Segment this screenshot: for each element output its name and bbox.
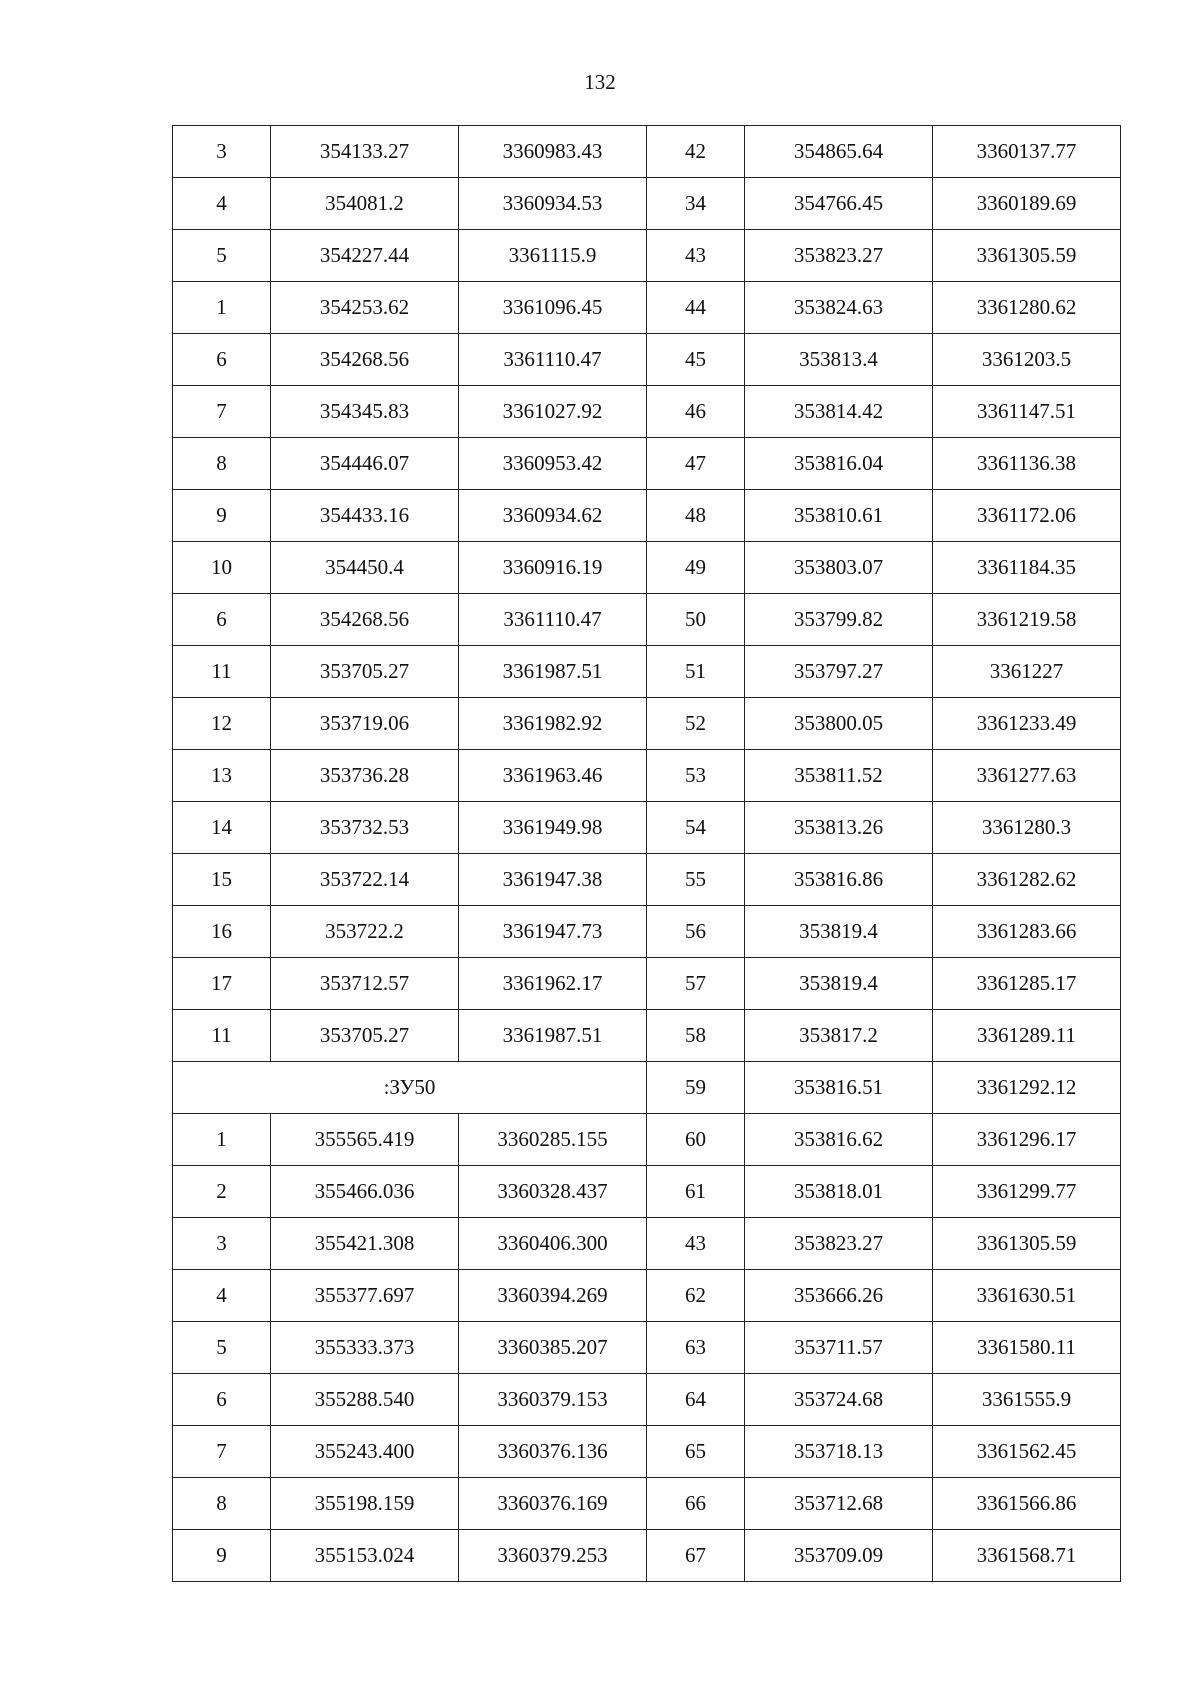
right-x-coordinate-cell: 353797.27 bbox=[745, 646, 933, 698]
left-x-coordinate-cell: 354081.2 bbox=[271, 178, 459, 230]
right-x-coordinate-cell: 353810.61 bbox=[745, 490, 933, 542]
left-x-coordinate-cell: 354446.07 bbox=[271, 438, 459, 490]
left-x-coordinate-cell: 355288.540 bbox=[271, 1374, 459, 1426]
right-point-number-cell: 49 bbox=[647, 542, 745, 594]
right-y-coordinate-cell: 3361555.9 bbox=[933, 1374, 1121, 1426]
right-point-number-cell: 67 bbox=[647, 1530, 745, 1582]
left-y-coordinate-cell: 3360934.53 bbox=[459, 178, 647, 230]
right-y-coordinate-cell: 3361296.17 bbox=[933, 1114, 1121, 1166]
right-y-coordinate-cell: 3361299.77 bbox=[933, 1166, 1121, 1218]
right-point-number-cell: 58 bbox=[647, 1010, 745, 1062]
table-row bbox=[173, 1322, 1121, 1374]
left-y-coordinate-cell: 3360983.43 bbox=[459, 126, 647, 178]
table-row bbox=[173, 126, 1121, 178]
left-y-coordinate-cell: 3361110.47 bbox=[459, 334, 647, 386]
right-y-coordinate-cell: 3361203.5 bbox=[933, 334, 1121, 386]
right-y-coordinate-cell: 3361227 bbox=[933, 646, 1121, 698]
left-y-coordinate-cell: 3360285.155 bbox=[459, 1114, 647, 1166]
right-y-coordinate-cell: 3361280.3 bbox=[933, 802, 1121, 854]
right-x-coordinate-cell: 353816.04 bbox=[745, 438, 933, 490]
table-row bbox=[173, 1166, 1121, 1218]
right-point-number-cell: 52 bbox=[647, 698, 745, 750]
right-point-number-cell: 61 bbox=[647, 1166, 745, 1218]
right-point-number-cell: 66 bbox=[647, 1478, 745, 1530]
right-y-coordinate-cell: 3361283.66 bbox=[933, 906, 1121, 958]
left-y-coordinate-cell: 3360385.207 bbox=[459, 1322, 647, 1374]
right-x-coordinate-cell: 354766.45 bbox=[745, 178, 933, 230]
left-x-coordinate-cell: 353719.06 bbox=[271, 698, 459, 750]
left-point-number-cell: 5 bbox=[173, 230, 271, 282]
right-point-number-cell: 56 bbox=[647, 906, 745, 958]
left-x-coordinate-cell: 354133.27 bbox=[271, 126, 459, 178]
left-y-coordinate-cell: 3361947.38 bbox=[459, 854, 647, 906]
table-row bbox=[173, 1270, 1121, 1322]
table-row bbox=[173, 386, 1121, 438]
table-row bbox=[173, 958, 1121, 1010]
table-row bbox=[173, 1062, 1121, 1114]
right-x-coordinate-cell: 353799.82 bbox=[745, 594, 933, 646]
left-x-coordinate-cell: 353722.14 bbox=[271, 854, 459, 906]
left-x-coordinate-cell: 355421.308 bbox=[271, 1218, 459, 1270]
left-y-coordinate-cell: 3361110.47 bbox=[459, 594, 647, 646]
left-x-coordinate-cell: 353722.2 bbox=[271, 906, 459, 958]
right-x-coordinate-cell: 353823.27 bbox=[745, 1218, 933, 1270]
right-y-coordinate-cell: 3361172.06 bbox=[933, 490, 1121, 542]
left-x-coordinate-cell: 354433.16 bbox=[271, 490, 459, 542]
right-point-number-cell: 63 bbox=[647, 1322, 745, 1374]
left-y-coordinate-cell: 3360406.300 bbox=[459, 1218, 647, 1270]
left-x-coordinate-cell: 354345.83 bbox=[271, 386, 459, 438]
right-x-coordinate-cell: 353816.62 bbox=[745, 1114, 933, 1166]
right-y-coordinate-cell: 3361285.17 bbox=[933, 958, 1121, 1010]
right-y-coordinate-cell: 3361580.11 bbox=[933, 1322, 1121, 1374]
left-x-coordinate-cell: 353705.27 bbox=[271, 646, 459, 698]
right-y-coordinate-cell: 3361305.59 bbox=[933, 1218, 1121, 1270]
left-y-coordinate-cell: 3361115.9 bbox=[459, 230, 647, 282]
right-point-number-cell: 57 bbox=[647, 958, 745, 1010]
left-y-coordinate-cell: 3361962.17 bbox=[459, 958, 647, 1010]
right-y-coordinate-cell: 3360137.77 bbox=[933, 126, 1121, 178]
left-point-number-cell: 6 bbox=[173, 1374, 271, 1426]
table-row bbox=[173, 646, 1121, 698]
right-point-number-cell: 46 bbox=[647, 386, 745, 438]
coordinates-table-body bbox=[173, 126, 1121, 1582]
right-point-number-cell: 45 bbox=[647, 334, 745, 386]
right-y-coordinate-cell: 3361305.59 bbox=[933, 230, 1121, 282]
right-point-number-cell: 59 bbox=[647, 1062, 745, 1114]
right-y-coordinate-cell: 3361136.38 bbox=[933, 438, 1121, 490]
left-x-coordinate-cell: 355377.697 bbox=[271, 1270, 459, 1322]
table-row bbox=[173, 542, 1121, 594]
right-x-coordinate-cell: 353817.2 bbox=[745, 1010, 933, 1062]
right-point-number-cell: 51 bbox=[647, 646, 745, 698]
left-x-coordinate-cell: 354253.62 bbox=[271, 282, 459, 334]
left-point-number-cell: 7 bbox=[173, 386, 271, 438]
left-x-coordinate-cell: 354268.56 bbox=[271, 334, 459, 386]
right-point-number-cell: 62 bbox=[647, 1270, 745, 1322]
right-point-number-cell: 47 bbox=[647, 438, 745, 490]
right-y-coordinate-cell: 3361280.62 bbox=[933, 282, 1121, 334]
right-point-number-cell: 54 bbox=[647, 802, 745, 854]
right-y-coordinate-cell: 3361289.11 bbox=[933, 1010, 1121, 1062]
left-point-number-cell: 8 bbox=[173, 438, 271, 490]
left-point-number-cell: 11 bbox=[173, 1010, 271, 1062]
table-row bbox=[173, 1426, 1121, 1478]
left-point-number-cell: 14 bbox=[173, 802, 271, 854]
right-point-number-cell: 34 bbox=[647, 178, 745, 230]
right-x-coordinate-cell: 353712.68 bbox=[745, 1478, 933, 1530]
left-y-coordinate-cell: 3361027.92 bbox=[459, 386, 647, 438]
right-x-coordinate-cell: 353816.51 bbox=[745, 1062, 933, 1114]
right-point-number-cell: 60 bbox=[647, 1114, 745, 1166]
left-point-number-cell: 10 bbox=[173, 542, 271, 594]
left-point-number-cell: 9 bbox=[173, 1530, 271, 1582]
left-y-coordinate-cell: 3361096.45 bbox=[459, 282, 647, 334]
left-point-number-cell: 15 bbox=[173, 854, 271, 906]
right-y-coordinate-cell: 3361568.71 bbox=[933, 1530, 1121, 1582]
right-x-coordinate-cell: 353711.57 bbox=[745, 1322, 933, 1374]
left-x-coordinate-cell: 354450.4 bbox=[271, 542, 459, 594]
right-point-number-cell: 53 bbox=[647, 750, 745, 802]
left-y-coordinate-cell: 3360379.153 bbox=[459, 1374, 647, 1426]
table-row bbox=[173, 802, 1121, 854]
coordinates-table bbox=[172, 125, 1121, 1582]
left-x-coordinate-cell: 354227.44 bbox=[271, 230, 459, 282]
left-y-coordinate-cell: 3360376.169 bbox=[459, 1478, 647, 1530]
right-point-number-cell: 43 bbox=[647, 230, 745, 282]
right-x-coordinate-cell: 353819.4 bbox=[745, 958, 933, 1010]
table-row bbox=[173, 1530, 1121, 1582]
left-y-coordinate-cell: 3360394.269 bbox=[459, 1270, 647, 1322]
right-y-coordinate-cell: 3361630.51 bbox=[933, 1270, 1121, 1322]
left-point-number-cell: 4 bbox=[173, 1270, 271, 1322]
left-y-coordinate-cell: 3361963.46 bbox=[459, 750, 647, 802]
right-x-coordinate-cell: 353803.07 bbox=[745, 542, 933, 594]
table-row bbox=[173, 750, 1121, 802]
left-point-number-cell: 3 bbox=[173, 1218, 271, 1270]
right-point-number-cell: 50 bbox=[647, 594, 745, 646]
table-row bbox=[173, 438, 1121, 490]
left-y-coordinate-cell: 3361949.98 bbox=[459, 802, 647, 854]
left-point-number-cell: 3 bbox=[173, 126, 271, 178]
right-x-coordinate-cell: 353816.86 bbox=[745, 854, 933, 906]
left-point-number-cell: 11 bbox=[173, 646, 271, 698]
left-point-number-cell: 2 bbox=[173, 1166, 271, 1218]
table-row bbox=[173, 594, 1121, 646]
left-point-number-cell: 1 bbox=[173, 282, 271, 334]
left-y-coordinate-cell: 3361947.73 bbox=[459, 906, 647, 958]
right-y-coordinate-cell: 3360189.69 bbox=[933, 178, 1121, 230]
left-x-coordinate-cell: 355153.024 bbox=[271, 1530, 459, 1582]
left-point-number-cell: 12 bbox=[173, 698, 271, 750]
table-row bbox=[173, 1114, 1121, 1166]
section-label: :ЗУ50 bbox=[173, 1062, 647, 1114]
table-row bbox=[173, 1218, 1121, 1270]
left-point-number-cell: 9 bbox=[173, 490, 271, 542]
table-row bbox=[173, 178, 1121, 230]
right-y-coordinate-cell: 3361147.51 bbox=[933, 386, 1121, 438]
left-point-number-cell: 6 bbox=[173, 594, 271, 646]
left-y-coordinate-cell: 3360953.42 bbox=[459, 438, 647, 490]
left-x-coordinate-cell: 355466.036 bbox=[271, 1166, 459, 1218]
left-x-coordinate-cell: 353732.53 bbox=[271, 802, 459, 854]
left-y-coordinate-cell: 3361982.92 bbox=[459, 698, 647, 750]
left-y-coordinate-cell: 3361987.51 bbox=[459, 1010, 647, 1062]
right-y-coordinate-cell: 3361184.35 bbox=[933, 542, 1121, 594]
left-y-coordinate-cell: 3361987.51 bbox=[459, 646, 647, 698]
left-x-coordinate-cell: 355198.159 bbox=[271, 1478, 459, 1530]
right-y-coordinate-cell: 3361277.63 bbox=[933, 750, 1121, 802]
left-point-number-cell: 1 bbox=[173, 1114, 271, 1166]
left-y-coordinate-cell: 3360379.253 bbox=[459, 1530, 647, 1582]
right-point-number-cell: 48 bbox=[647, 490, 745, 542]
left-point-number-cell: 6 bbox=[173, 334, 271, 386]
table-row bbox=[173, 334, 1121, 386]
table-row bbox=[173, 854, 1121, 906]
left-x-coordinate-cell: 355333.373 bbox=[271, 1322, 459, 1374]
table-row bbox=[173, 1478, 1121, 1530]
right-x-coordinate-cell: 353814.42 bbox=[745, 386, 933, 438]
right-y-coordinate-cell: 3361566.86 bbox=[933, 1478, 1121, 1530]
right-y-coordinate-cell: 3361282.62 bbox=[933, 854, 1121, 906]
left-point-number-cell: 8 bbox=[173, 1478, 271, 1530]
left-x-coordinate-cell: 354268.56 bbox=[271, 594, 459, 646]
page-number: 132 bbox=[584, 70, 616, 94]
left-x-coordinate-cell: 353712.57 bbox=[271, 958, 459, 1010]
right-point-number-cell: 64 bbox=[647, 1374, 745, 1426]
right-x-coordinate-cell: 353724.68 bbox=[745, 1374, 933, 1426]
table-row bbox=[173, 698, 1121, 750]
right-point-number-cell: 42 bbox=[647, 126, 745, 178]
left-x-coordinate-cell: 355565.419 bbox=[271, 1114, 459, 1166]
left-point-number-cell: 4 bbox=[173, 178, 271, 230]
right-x-coordinate-cell: 353811.52 bbox=[745, 750, 933, 802]
right-y-coordinate-cell: 3361562.45 bbox=[933, 1426, 1121, 1478]
table-row bbox=[173, 282, 1121, 334]
right-x-coordinate-cell: 353824.63 bbox=[745, 282, 933, 334]
right-x-coordinate-cell: 354865.64 bbox=[745, 126, 933, 178]
right-y-coordinate-cell: 3361219.58 bbox=[933, 594, 1121, 646]
right-x-coordinate-cell: 353813.4 bbox=[745, 334, 933, 386]
left-y-coordinate-cell: 3360328.437 bbox=[459, 1166, 647, 1218]
left-x-coordinate-cell: 355243.400 bbox=[271, 1426, 459, 1478]
left-point-number-cell: 17 bbox=[173, 958, 271, 1010]
right-x-coordinate-cell: 353823.27 bbox=[745, 230, 933, 282]
right-x-coordinate-cell: 353718.13 bbox=[745, 1426, 933, 1478]
table-row bbox=[173, 1374, 1121, 1426]
left-y-coordinate-cell: 3360934.62 bbox=[459, 490, 647, 542]
left-y-coordinate-cell: 3360916.19 bbox=[459, 542, 647, 594]
left-point-number-cell: 7 bbox=[173, 1426, 271, 1478]
table-row bbox=[173, 906, 1121, 958]
table-row bbox=[173, 1010, 1121, 1062]
table-row bbox=[173, 490, 1121, 542]
left-y-coordinate-cell: 3360376.136 bbox=[459, 1426, 647, 1478]
right-x-coordinate-cell: 353666.26 bbox=[745, 1270, 933, 1322]
right-x-coordinate-cell: 353800.05 bbox=[745, 698, 933, 750]
left-x-coordinate-cell: 353705.27 bbox=[271, 1010, 459, 1062]
right-y-coordinate-cell: 3361233.49 bbox=[933, 698, 1121, 750]
right-point-number-cell: 44 bbox=[647, 282, 745, 334]
right-point-number-cell: 65 bbox=[647, 1426, 745, 1478]
right-point-number-cell: 55 bbox=[647, 854, 745, 906]
left-point-number-cell: 16 bbox=[173, 906, 271, 958]
left-x-coordinate-cell: 353736.28 bbox=[271, 750, 459, 802]
right-x-coordinate-cell: 353819.4 bbox=[745, 906, 933, 958]
right-x-coordinate-cell: 353709.09 bbox=[745, 1530, 933, 1582]
table-row bbox=[173, 230, 1121, 282]
left-point-number-cell: 5 bbox=[173, 1322, 271, 1374]
right-x-coordinate-cell: 353818.01 bbox=[745, 1166, 933, 1218]
left-point-number-cell: 13 bbox=[173, 750, 271, 802]
right-point-number-cell: 43 bbox=[647, 1218, 745, 1270]
right-x-coordinate-cell: 353813.26 bbox=[745, 802, 933, 854]
right-y-coordinate-cell: 3361292.12 bbox=[933, 1062, 1121, 1114]
